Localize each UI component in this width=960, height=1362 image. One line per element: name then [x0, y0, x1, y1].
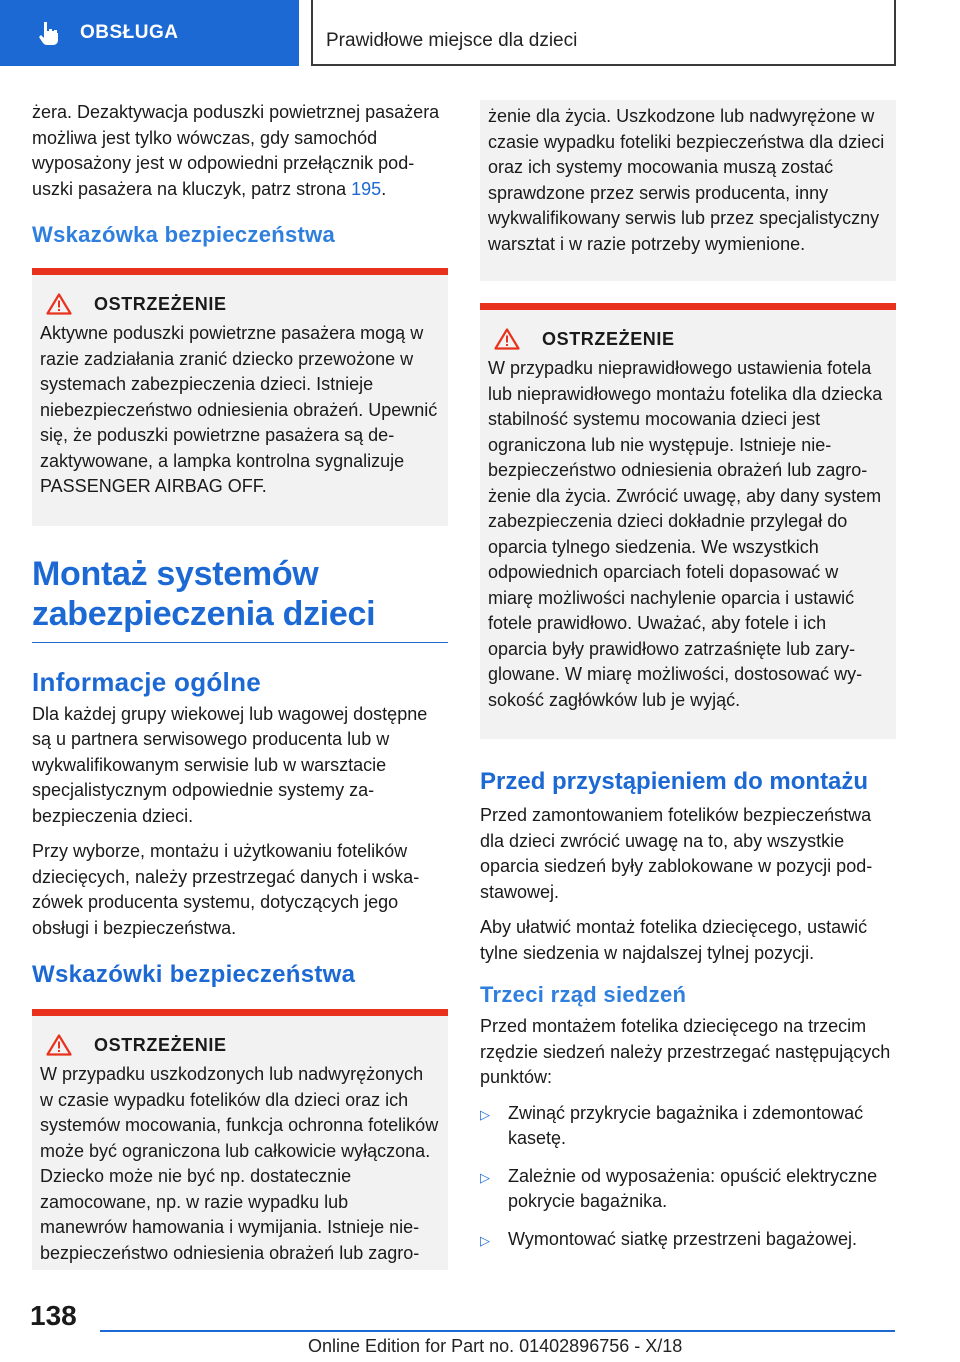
page-title: Prawidłowe miejsce dla dzieci	[326, 30, 578, 51]
footer-divider	[100, 1330, 895, 1332]
list-item: ▷ Zwinąć przykrycie bagażnika i zdemontować kasetę.	[480, 1101, 896, 1152]
pointing-hand-icon	[36, 20, 62, 46]
warning-continuation-text: żenie dla życia. Uszkodzone lub nadwyrężone w czasie wypadku foteliki bezpieczeństwa dla dzieci oraz ich systemy mocowania muszą zostać sprawdzone przez serwis producenta, inny wykwalifikowany serwis lub przez specjalistyczny warsztat i w razie potrzeby wymienione.	[488, 106, 885, 254]
step-triangle-icon: ▷	[480, 1169, 490, 1185]
right-column	[480, 100, 896, 1265]
section-label: OBSŁUGA	[80, 22, 179, 43]
warning-box-3	[480, 303, 896, 739]
edition-footer: Online Edition for Part no. 01402896756 - X/18	[308, 1336, 683, 1356]
general-info-heading: Informacje ogólne	[32, 666, 262, 697]
general-paragraph-1: Dla każdej grupy wiekowej lub wagowej dostępne są u partnera serwisowego producenta lub w wykwalifikowanym serwisie lub w warsztacie specjalistycznym odpowiednie systemy zabezpieczenia dzieci.	[32, 703, 428, 826]
page-link[interactable]: 195	[351, 178, 382, 199]
warning-text: W przypadku uszkodzonych lub nadwyrężonych w czasie wypadku fotelików dla dzieci oraz ich systemów mocowania, funkcja ochronna fotelików może być ograniczona lub całkowicie wyłączona. Dziecko może nie być np. dostatecznie zamocowane, np. w razie wypadku lub manewrów hamowania i wymijania. Istnieje niebezpieczeństwo odniesienia obrażeń lub zagro-	[40, 1064, 439, 1263]
safety-hints-heading: Wskazówki bezpieczeństwa	[32, 961, 356, 988]
general-paragraph-2: Przy wyborze, montażu i użytkowaniu fotelików dziecięcych, należy przestrzegać danych i wskazówek producenta systemu, dotyczących jego obsługi i bezpieczeństwa.	[32, 841, 420, 938]
warning-triangle-icon	[46, 293, 72, 315]
before-assembly-heading: Przed przystąpieniem do montażu	[480, 768, 869, 795]
warning-triangle-icon	[494, 328, 520, 350]
warning-title: OSTRZEŻENIE	[542, 328, 675, 349]
intro-paragraph: żera. Dezaktywacja poduszki powietrznej pasażera możliwa jest tylko wówczas, gdy samochód wyposażony jest w odpowiedni przełącznik poduszki pasażera na kluczyk, patrz strona 195.	[32, 102, 440, 199]
steps-list	[480, 1101, 896, 1254]
step-triangle-icon: ▷	[480, 1106, 490, 1122]
warning-box-2	[32, 1009, 448, 1270]
warning-continuation	[480, 100, 896, 281]
before-paragraph-1: Przed zamontowaniem fotelików bezpieczeństwa dla dzieci zwrócić uwagę na to, aby wszystkie oparcia siedzeń były zablokowane w pozycji podstawowej.	[480, 805, 873, 902]
warning-triangle-icon	[46, 1034, 72, 1056]
left-column	[32, 100, 448, 1270]
step-triangle-icon: ▷	[480, 1232, 490, 1248]
third-row-intro: Przed montażem fotelika dziecięcego na trzecim rzędzie siedzeń należy przestrzegać następujących punktów:	[480, 1016, 891, 1087]
section-tab[interactable]	[0, 0, 299, 66]
list-item: ▷ Zależnie od wyposażenia: opuścić elektryczne pokrycie bagażnika.	[480, 1164, 896, 1215]
page-number: 138	[30, 1300, 77, 1331]
before-paragraph-2: Aby ułatwić montaż fotelika dziecięcego, ustawić tylne siedzenia w najdalszej tylnej pozycji.	[480, 917, 868, 963]
list-item: ▷ Wymontować siatkę przestrzeni bagażowej.	[480, 1227, 896, 1254]
third-row-heading: Trzeci rząd siedzeń	[480, 982, 687, 1007]
warning-title: OSTRZEŻENIE	[94, 293, 227, 314]
warning-box-1	[32, 268, 448, 526]
warning-text: Aktywne poduszki powietrzne pasażera mogą w razie zadziałania zranić dziecko przewożone w systemach zabezpieczenia dzieci. Istnieje niebezpieczeństwo odniesienia obrażeń. Upewnić się, że poduszki powietrzne pasażera są dezaktywowane, a lampka kontrolna sygnalizuje PASSENGER AIRBAG OFF.	[40, 323, 438, 496]
chapter-title: Montaż systemów zabezpieczenia dzieci	[32, 554, 448, 643]
warning-text: W przypadku nieprawidłowego ustawienia fotela lub nieprawidłowego montażu fotelika dla dziecka stabilność systemu mocowania dzieci jest ograniczona lub nie występuje. Istnieje niebezpieczeństwo odniesienia obrażeń lub zagrożenie dla życia. Zwrócić uwagę, aby dany system zabezpieczenia dzieci dokładnie przylegał do oparcia tylnego siedzenia. We wszystkich odpowiednich oparciach foteli dopasować w miarę możliwości nachylenie oparcia i ustawić fotele prawidłowo. Uważać, aby fotele i ich oparcia były prawidłowo zatrzaśnięte lub zaryglowane. W miarę możliwości, dostosować wysokość zagłówków lub je wyjąć.	[488, 358, 883, 710]
warning-title: OSTRZEŻENIE	[94, 1034, 227, 1055]
safety-hint-heading: Wskazówka bezpieczeństwa	[32, 222, 336, 247]
